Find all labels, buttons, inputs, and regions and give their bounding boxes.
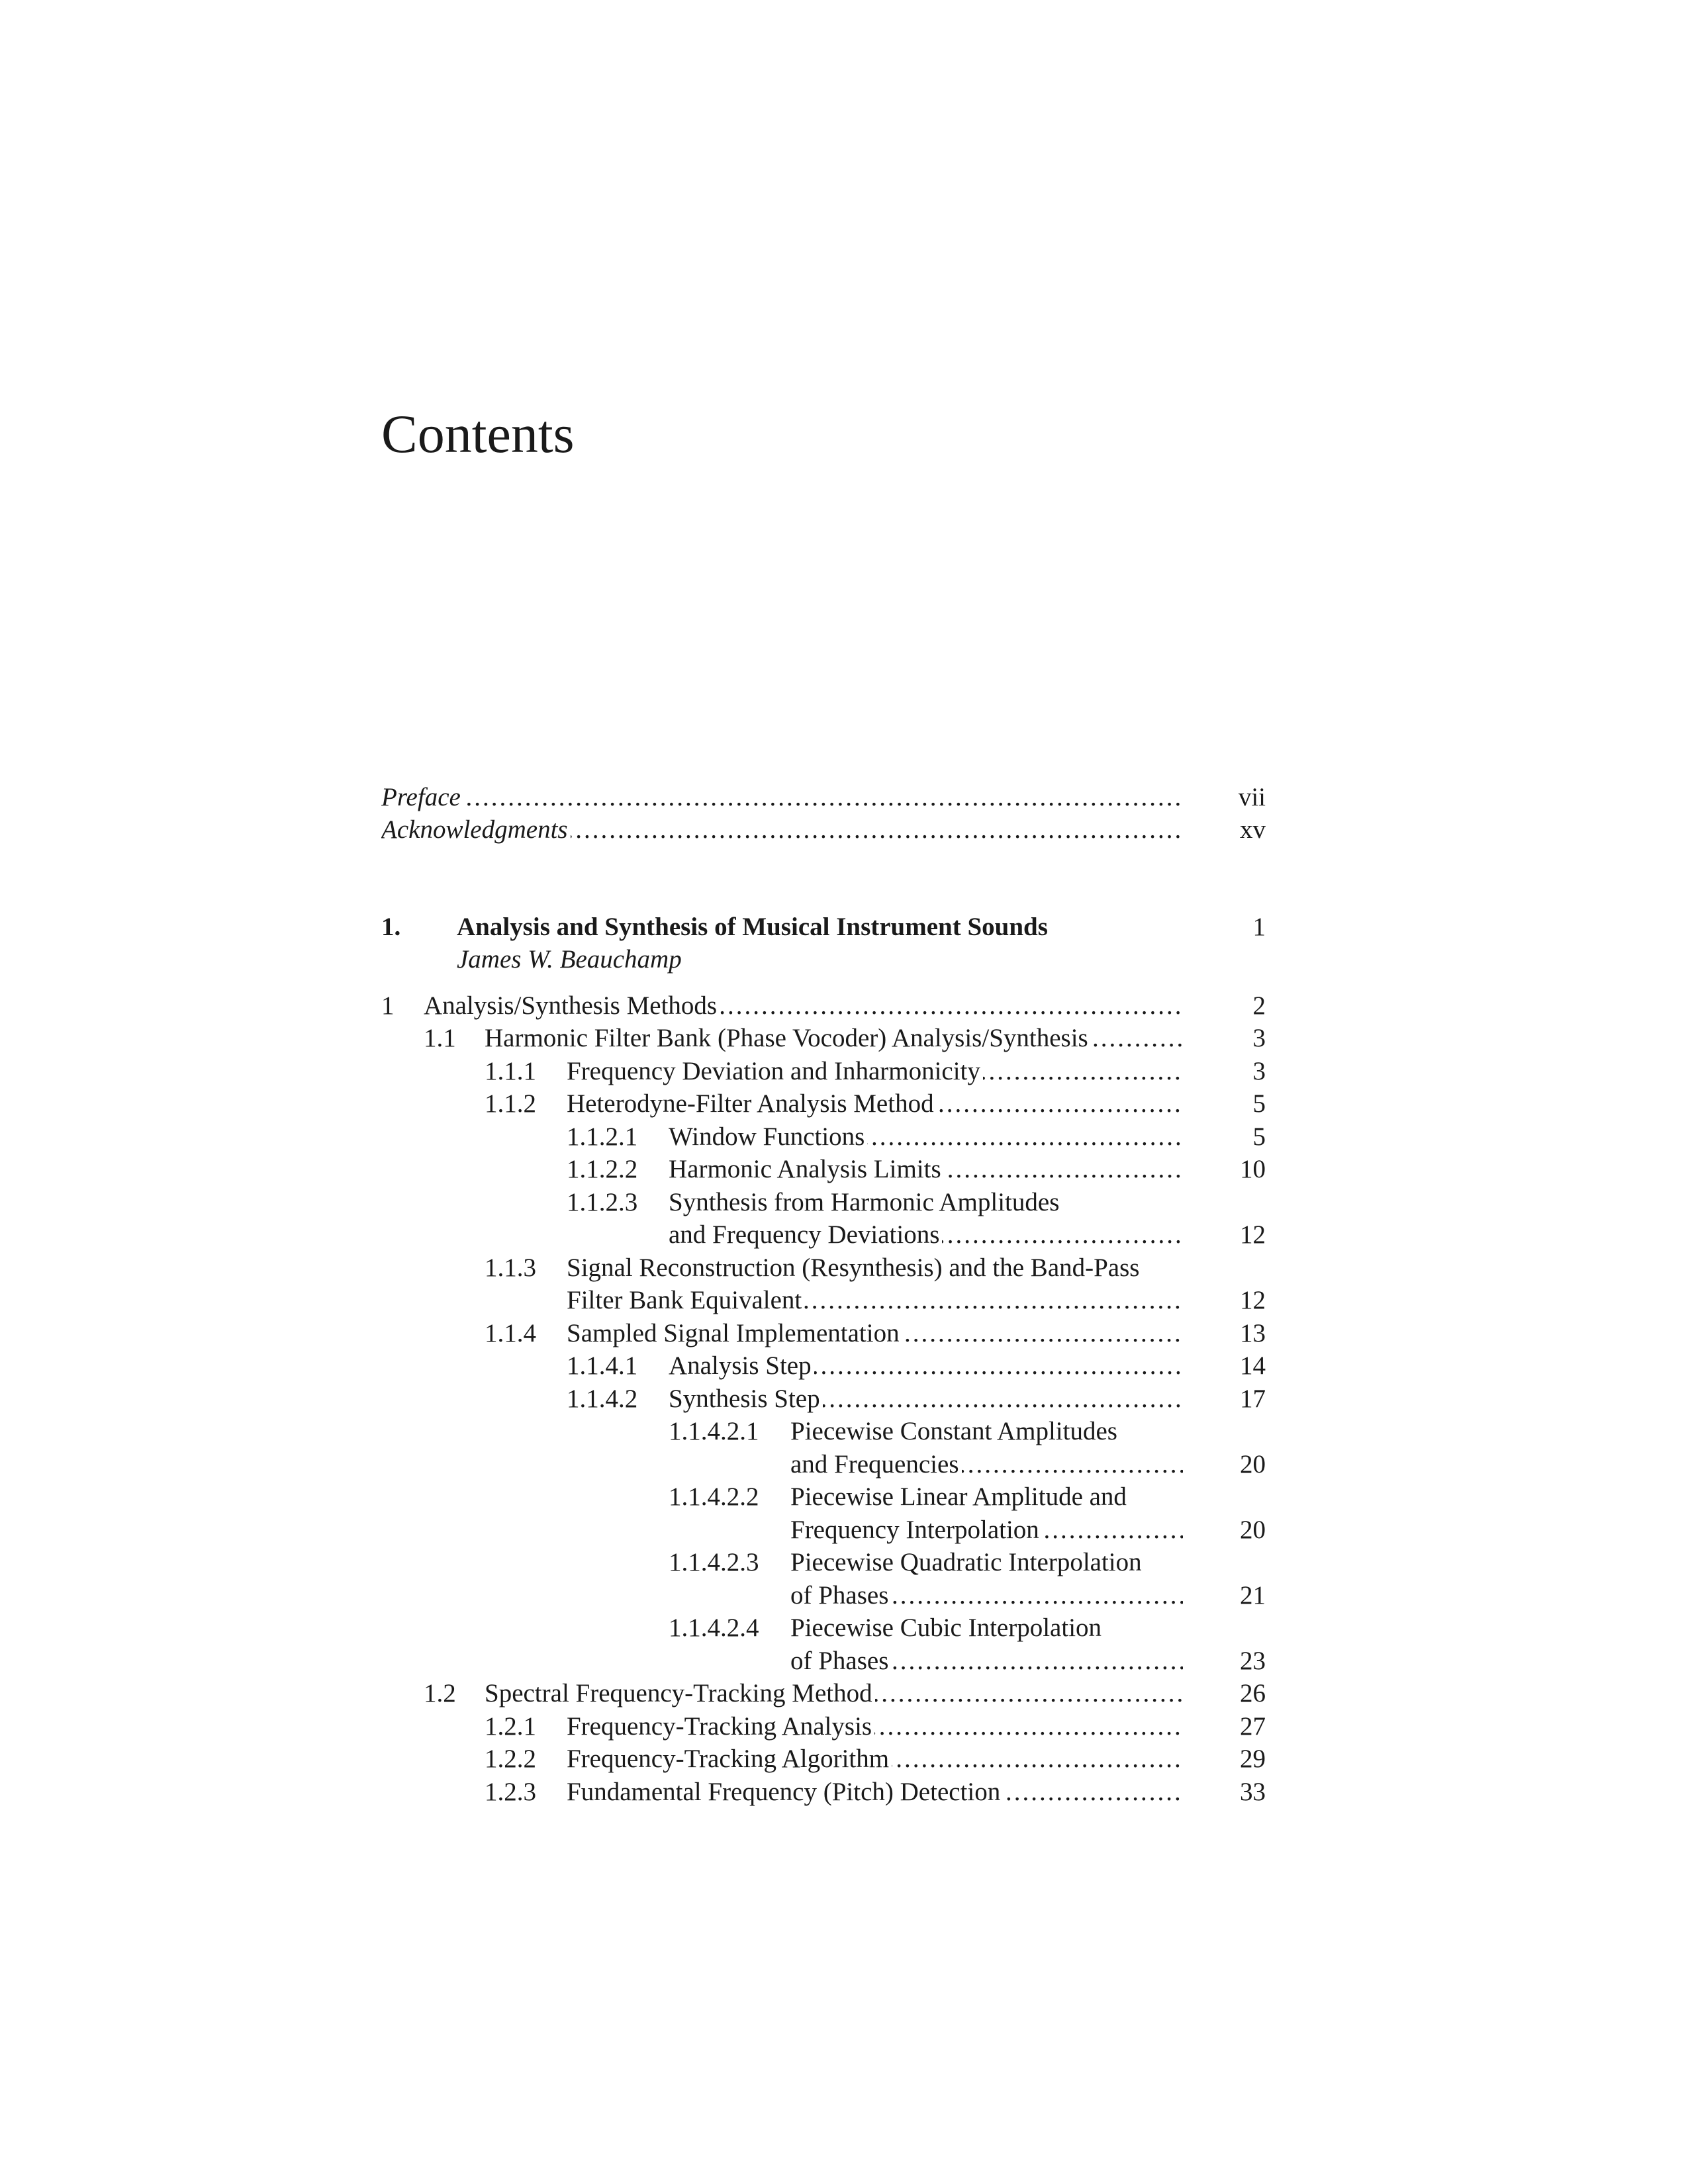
toc-entry-title: Analysis Step: [669, 1351, 814, 1380]
chapter-author-row: [381, 943, 1266, 976]
toc-entry[interactable]: [381, 1120, 1266, 1154]
toc-entry-continuation[interactable]: [381, 1645, 1266, 1678]
toc-entry-title: Piecewise Cubic Interpolation: [790, 1614, 1104, 1642]
toc-entry-title: Filter Bank Equivalent: [567, 1286, 804, 1314]
toc-entry-number: 1.2: [424, 1679, 456, 1707]
toc-entry-page: 12: [1240, 1286, 1266, 1314]
toc-entry-title: and Frequency Deviations: [669, 1220, 942, 1249]
toc-entry-number: 1.2.3: [485, 1778, 536, 1806]
toc-entry[interactable]: [381, 1383, 1266, 1416]
toc-entry-page: 21: [1240, 1581, 1266, 1610]
toc-entry-number: 1.1.4.2.2: [669, 1482, 759, 1511]
toc-entry-page: 5: [1252, 1089, 1266, 1118]
toc-entry-page: 5: [1252, 1122, 1266, 1151]
chapter-author: James W. Beauchamp: [457, 945, 682, 974]
toc-entry-page: 26: [1240, 1679, 1266, 1707]
toc-entry-title: Analysis/Synthesis Methods: [424, 991, 720, 1020]
toc-entry-number: 1.1.4: [485, 1319, 536, 1347]
toc-entry-title: Harmonic Filter Bank (Phase Vocoder) Analysis/Synthesis: [485, 1024, 1091, 1052]
toc-entry-title: Frequency Interpolation: [790, 1516, 1042, 1544]
toc-entry[interactable]: [381, 1055, 1266, 1088]
toc-entry[interactable]: [381, 1349, 1266, 1383]
toc-entry-number: 1.1.2: [485, 1089, 536, 1118]
toc-entry-title: Frequency-Tracking Algorithm: [567, 1745, 892, 1773]
toc-entry-title: and Frequencies: [790, 1450, 962, 1479]
toc-entry[interactable]: [381, 1415, 1266, 1448]
toc-entry-number: 1.1.1: [485, 1057, 536, 1085]
toc-entry-page: 3: [1252, 1024, 1266, 1052]
toc-entry-continuation[interactable]: [381, 1514, 1266, 1547]
toc-entry-title: Acknowledgments: [381, 815, 571, 844]
toc-entry-number: 1.1.2.2: [567, 1155, 638, 1183]
toc-entry-page: 23: [1240, 1647, 1266, 1675]
toc-entry-number: 1.1.4.1: [567, 1351, 638, 1380]
toc-entry-title: Piecewise Constant Amplitudes: [790, 1417, 1120, 1445]
toc-entry-page: 20: [1240, 1516, 1266, 1544]
chapter-number: 1.: [381, 913, 401, 941]
toc-entry-number: 1: [381, 991, 395, 1020]
toc-entry-continuation[interactable]: [381, 1579, 1266, 1612]
toc-entry-page: 12: [1240, 1220, 1266, 1249]
toc-entry[interactable]: [381, 1186, 1266, 1219]
toc-entry-title: Preface: [381, 783, 463, 811]
toc-entry-title: Heterodyne-Filter Analysis Method: [567, 1089, 937, 1118]
toc-entry[interactable]: [381, 989, 1266, 1023]
page-title: Contents: [381, 404, 575, 464]
toc-entry-page: 20: [1240, 1450, 1266, 1479]
toc-entry-number: 1.1.2.1: [567, 1122, 638, 1151]
toc-entry-number: 1.2.2: [485, 1745, 536, 1773]
toc-entry[interactable]: [381, 1612, 1266, 1645]
toc-entry-title: of Phases: [790, 1647, 891, 1675]
toc-entry-page: 17: [1240, 1385, 1266, 1413]
toc-entry-number: 1.1.3: [485, 1253, 536, 1282]
chapter-title: Analysis and Synthesis of Musical Instrument Sounds: [457, 913, 1051, 941]
toc-entry-continuation[interactable]: [381, 1448, 1266, 1481]
toc-entry-title: Fundamental Frequency (Pitch) Detection: [567, 1778, 1003, 1806]
toc-entry-number: 1.1.4.2.3: [669, 1548, 759, 1576]
toc-entry-title: Piecewise Quadratic Interpolation: [790, 1548, 1145, 1576]
toc-entry-page: 29: [1240, 1745, 1266, 1773]
toc-entry[interactable]: [381, 1677, 1266, 1710]
toc-entry[interactable]: [381, 1087, 1266, 1120]
toc-entry[interactable]: [381, 1546, 1266, 1579]
toc-entry-page: 3: [1252, 1057, 1266, 1085]
toc-entry-page: 13: [1240, 1319, 1266, 1347]
toc-entry[interactable]: [381, 1480, 1266, 1514]
toc-entry-continuation[interactable]: [381, 1284, 1266, 1317]
toc-entry-title: of Phases: [790, 1581, 891, 1610]
toc-entry-number: 1.1.4.2.4: [669, 1614, 759, 1642]
toc-entry-title: Sampled Signal Implementation: [567, 1319, 902, 1347]
toc-entry-title: Synthesis from Harmonic Amplitudes: [669, 1188, 1062, 1216]
toc-entry-page: 10: [1240, 1155, 1266, 1183]
toc-entry-title: Frequency-Tracking Analysis: [567, 1712, 874, 1741]
toc-entry-number: 1.1.2.3: [567, 1188, 638, 1216]
toc-entry-title: Spectral Frequency-Tracking Method: [485, 1679, 875, 1707]
toc-entry-preface[interactable]: [381, 781, 1266, 814]
toc-entry[interactable]: [381, 1022, 1266, 1055]
toc-entry-page: 14: [1240, 1351, 1266, 1380]
toc-entry-page: vii: [1238, 783, 1266, 811]
toc-entry[interactable]: [381, 1153, 1266, 1186]
toc-entry-title: Synthesis Step: [669, 1385, 823, 1413]
toc-entry-number: 1.1.4.2.1: [669, 1417, 759, 1445]
toc-entry-page: 2: [1252, 991, 1266, 1020]
chapter-page: 1: [1252, 913, 1266, 941]
toc-entry[interactable]: [381, 1251, 1266, 1285]
toc-entry-title: Harmonic Analysis Limits: [669, 1155, 944, 1183]
toc-entry[interactable]: [381, 1710, 1266, 1743]
toc-entry-title: Frequency Deviation and Inharmonicity: [567, 1057, 983, 1085]
toc-entry-page: 27: [1240, 1712, 1266, 1741]
toc-entry-continuation[interactable]: [381, 1218, 1266, 1251]
toc-entry-title: Window Functions: [669, 1122, 867, 1151]
toc-entry-title: Signal Reconstruction (Resynthesis) and the Band-Pass: [567, 1253, 1142, 1282]
chapter-heading[interactable]: [381, 911, 1266, 944]
toc-entry-number: 1.1.4.2: [567, 1385, 638, 1413]
toc-entry[interactable]: [381, 1743, 1266, 1776]
toc-entry-title: Piecewise Linear Amplitude and: [790, 1482, 1129, 1511]
toc-entry-page: xv: [1240, 815, 1266, 844]
toc-entry[interactable]: [381, 1776, 1266, 1809]
toc-entry[interactable]: [381, 1317, 1266, 1350]
toc-entry-page: 33: [1240, 1778, 1266, 1806]
toc-entry-acknowledgments[interactable]: [381, 813, 1266, 846]
toc-entry-number: 1.2.1: [485, 1712, 536, 1741]
toc-entry-number: 1.1: [424, 1024, 456, 1052]
